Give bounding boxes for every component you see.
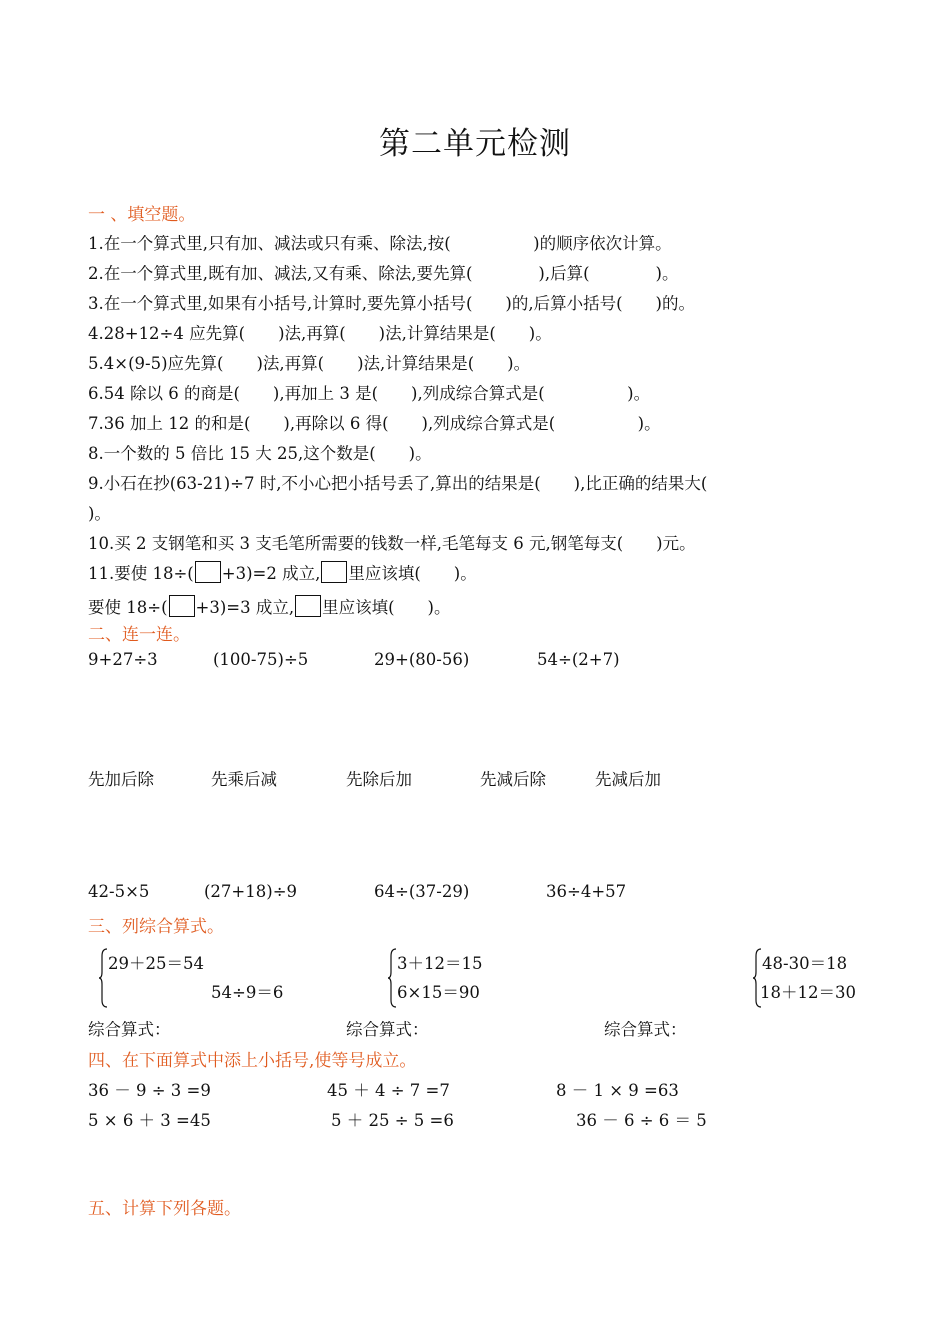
match-top-3: 29+(80-56) — [374, 650, 470, 669]
question-1: 1.在一个算式里,只有加、减法或只有乘、除法,按( )的顺序依次计算。 — [88, 234, 672, 253]
combined-formula-label-3: 综合算式： — [604, 1020, 687, 1039]
question-7: 7.36 加上 12 的和是( ),再除以 6 得( ),列成综合算式是( )。 — [88, 414, 661, 433]
section-1-heading: 一 、填空题。 — [88, 205, 196, 225]
match-top-4: 54÷(2+7) — [537, 650, 620, 669]
question-11-line-2 — [88, 594, 450, 618]
question-4: 4.28+12÷4 应先算( )法,再算( )法,计算结果是( )。 — [88, 324, 552, 343]
match-top-1: 9+27÷3 — [88, 650, 158, 669]
question-11-line-1 — [88, 560, 477, 584]
page-title: 第二单元检测 — [379, 126, 571, 162]
match-bottom-1: 42-5×5 — [88, 882, 150, 901]
match-middle-4: 先减后除 — [480, 770, 546, 789]
system-1-line-2: 54÷9＝6 — [211, 983, 284, 1002]
question-6: 6.54 除以 6 的商是( ),再加上 3 是( ),列成综合算式是( )。 — [88, 384, 651, 403]
equation-system-3 — [752, 948, 872, 1008]
question-11-text-b: +3)=2 成立, — [221, 564, 321, 583]
match-middle-1: 先加后除 — [88, 770, 154, 789]
question-11-text-d: 要使 18÷( — [88, 598, 168, 617]
question-2: 2.在一个算式里,既有加、减法,又有乘、除法,要先算( ),后算( )。 — [88, 264, 679, 283]
parenthesis-problem-4: 5 × 6 ＋ 3 =45 — [88, 1111, 211, 1130]
question-11-text-f: 里应该填( )。 — [322, 598, 451, 617]
parenthesis-problem-1: 36 － 9 ÷ 3 =9 — [88, 1081, 211, 1100]
question-3: 3.在一个算式里,如果有小括号,计算时,要先算小括号( )的,后算小括号( )的。 — [88, 294, 695, 313]
match-bottom-2: (27+18)÷9 — [204, 882, 298, 901]
parenthesis-problem-3: 8 － 1 × 9 =63 — [556, 1081, 679, 1100]
equation-system-1 — [98, 948, 298, 1008]
system-2-line-2: 6×15＝90 — [397, 983, 480, 1002]
question-9-line-2: )。 — [88, 504, 111, 523]
match-bottom-3: 64÷(37-29) — [374, 882, 470, 901]
section-4-heading: 四、在下面算式中添上小括号,使等号成立。 — [88, 1051, 417, 1071]
question-11-text-c: 里应该填( )。 — [348, 564, 477, 583]
parenthesis-problem-5: 5 ＋ 25 ÷ 5 =6 — [331, 1111, 454, 1130]
section-3-heading: 三、列综合算式。 — [88, 917, 224, 937]
match-middle-3: 先除后加 — [346, 770, 412, 789]
blank-box — [169, 595, 195, 617]
system-1-line-1: 29＋25＝54 — [108, 954, 204, 973]
section-2-heading: 二、连一连。 — [88, 625, 190, 645]
equation-system-2 — [387, 948, 507, 1008]
section-5-heading: 五、计算下列各题。 — [88, 1199, 241, 1219]
brace-icon — [387, 948, 397, 1008]
system-3-line-1: 48-30＝18 — [762, 954, 848, 973]
match-bottom-4: 36÷4+57 — [546, 882, 627, 901]
brace-icon — [98, 948, 108, 1008]
combined-formula-label-2: 综合算式： — [346, 1020, 429, 1039]
match-middle-2: 先乘后减 — [211, 770, 277, 789]
system-3-line-2: 18＋12＝30 — [760, 983, 856, 1002]
parenthesis-problem-2: 45 ＋ 4 ÷ 7 =7 — [327, 1081, 450, 1100]
combined-formula-label-1: 综合算式： — [88, 1020, 171, 1039]
system-2-line-1: 3＋12＝15 — [397, 954, 483, 973]
match-top-2: (100-75)÷5 — [213, 650, 309, 669]
blank-box — [321, 561, 347, 583]
question-8: 8.一个数的 5 倍比 15 大 25,这个数是( )。 — [88, 444, 432, 463]
blank-box — [195, 561, 221, 583]
question-11-text-e: +3)=3 成立, — [195, 598, 295, 617]
question-5: 5.4×(9-5)应先算( )法,再算( )法,计算结果是( )。 — [88, 354, 531, 373]
match-middle-5: 先减后加 — [595, 770, 661, 789]
question-11-text-a: 11.要使 18÷( — [88, 564, 194, 583]
parenthesis-problem-6: 36 － 6 ÷ 6 ＝ 5 — [576, 1111, 707, 1130]
question-10: 10.买 2 支钢笔和买 3 支毛笔所需要的钱数一样,毛笔每支 6 元,钢笔每支( )元。 — [88, 534, 696, 553]
question-9-line-1: 9.小石在抄(63-21)÷7 时,不小心把小括号丢了,算出的结果是( ),比正确的结果大( — [88, 474, 708, 493]
blank-box — [295, 595, 321, 617]
